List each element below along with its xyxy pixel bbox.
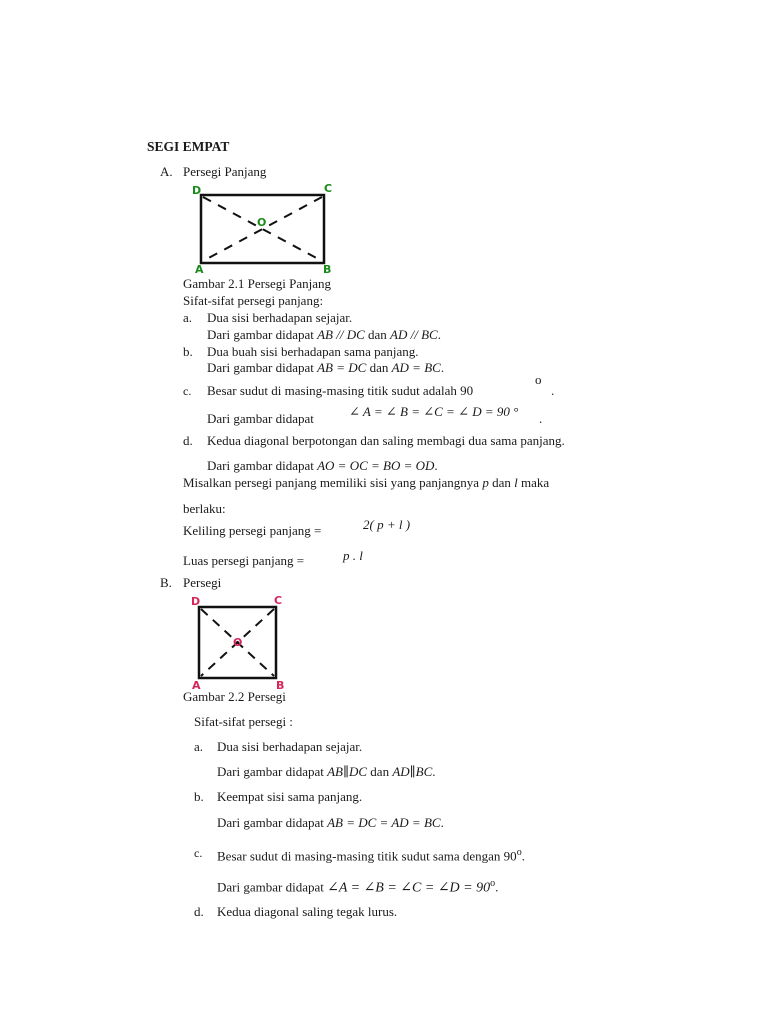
item-marker: a. [183,310,193,325]
label-b: B [323,263,332,276]
property-result: Dari gambar didapat ∠A = ∠B = ∠C = ∠D = $90^o$. [217,878,499,896]
label-c: C [274,594,283,607]
keliling-label: Keliling persegi panjang = [183,523,322,538]
item-marker: b. [183,344,193,359]
label-c: C [324,182,333,195]
section-a-marker: A. [160,164,173,179]
label-a: A [195,263,204,276]
item-marker: d. [183,433,193,448]
property-text: Dua sisi berhadapan sejajar. [207,310,353,325]
label-o: O [257,216,267,229]
sentence-end: . [551,383,555,398]
property-result: Dari gambar didapat AB = DC = AD = BC. [217,815,444,830]
item-marker: c. [194,846,203,860]
property-text: Kedua diagonal berpotongan dan saling membagi dua sama panjang. [207,433,565,448]
label-d: D [191,595,201,608]
property-result: Dari gambar didapat AB // DC dan AD // BC. [207,327,441,342]
label-d: D [192,184,202,197]
degree-symbol: o [535,372,542,387]
properties-title-a: Sifat-sifat persegi panjang: [183,293,324,308]
intro-text: Misalkan persegi panjang memiliki sisi yang panjangnya p dan l maka [183,475,550,490]
keliling-formula: 2( p + l ) [363,517,411,532]
property-result: Dari gambar didapat AB = DC dan AD = BC. [207,360,445,375]
property-result: Dari gambar didapat AB∥DC dan AD∥BC. [217,764,436,779]
item-marker: c. [183,384,192,398]
property-result-prefix: Dari gambar didapat [207,411,314,426]
item-marker: a. [194,739,204,754]
luas-formula: p . l [343,548,363,563]
section-a-heading: Persegi Panjang [183,164,267,179]
property-text: Kedua diagonal saling tegak lurus. [217,904,398,919]
properties-title-b: Sifat-sifat persegi : [194,714,293,729]
page-title: SEGI EMPAT [147,139,230,154]
property-text: Dua sisi berhadapan sejajar. [217,739,363,754]
label-b: B [276,679,285,692]
angle-formula: ∠ A = ∠ B = ∠C = ∠ D = 90 ° [349,404,519,419]
square-figure [188,592,298,692]
property-text: Dua buah sisi berhadapan sama panjang. [207,344,419,359]
property-text: Keempat sisi sama panjang. [217,789,363,804]
rectangle-figure [190,180,340,276]
label-o: O [233,636,243,649]
section-b-marker: B. [160,575,172,590]
property-text: Besar sudut di masing-masing titik sudut adalah 90 [207,383,474,398]
label-a: A [192,679,201,692]
intro-text-cont: berlaku: [183,501,226,516]
property-result: Dari gambar didapat AO = OC = BO = OD. [207,458,438,473]
item-marker: b. [194,789,204,804]
section-b-heading: Persegi [183,575,222,590]
figure-caption-a: Gambar 2.1 Persegi Panjang [183,276,332,291]
luas-label: Luas persegi panjang = [183,553,305,568]
sentence-end: . [539,411,543,426]
item-marker: d. [194,904,204,919]
property-text: Besar sudut di masing-masing titik sudut sama dengan 90$^o$. [217,847,525,864]
figure-caption-b: Gambar 2.2 Persegi [183,689,286,704]
